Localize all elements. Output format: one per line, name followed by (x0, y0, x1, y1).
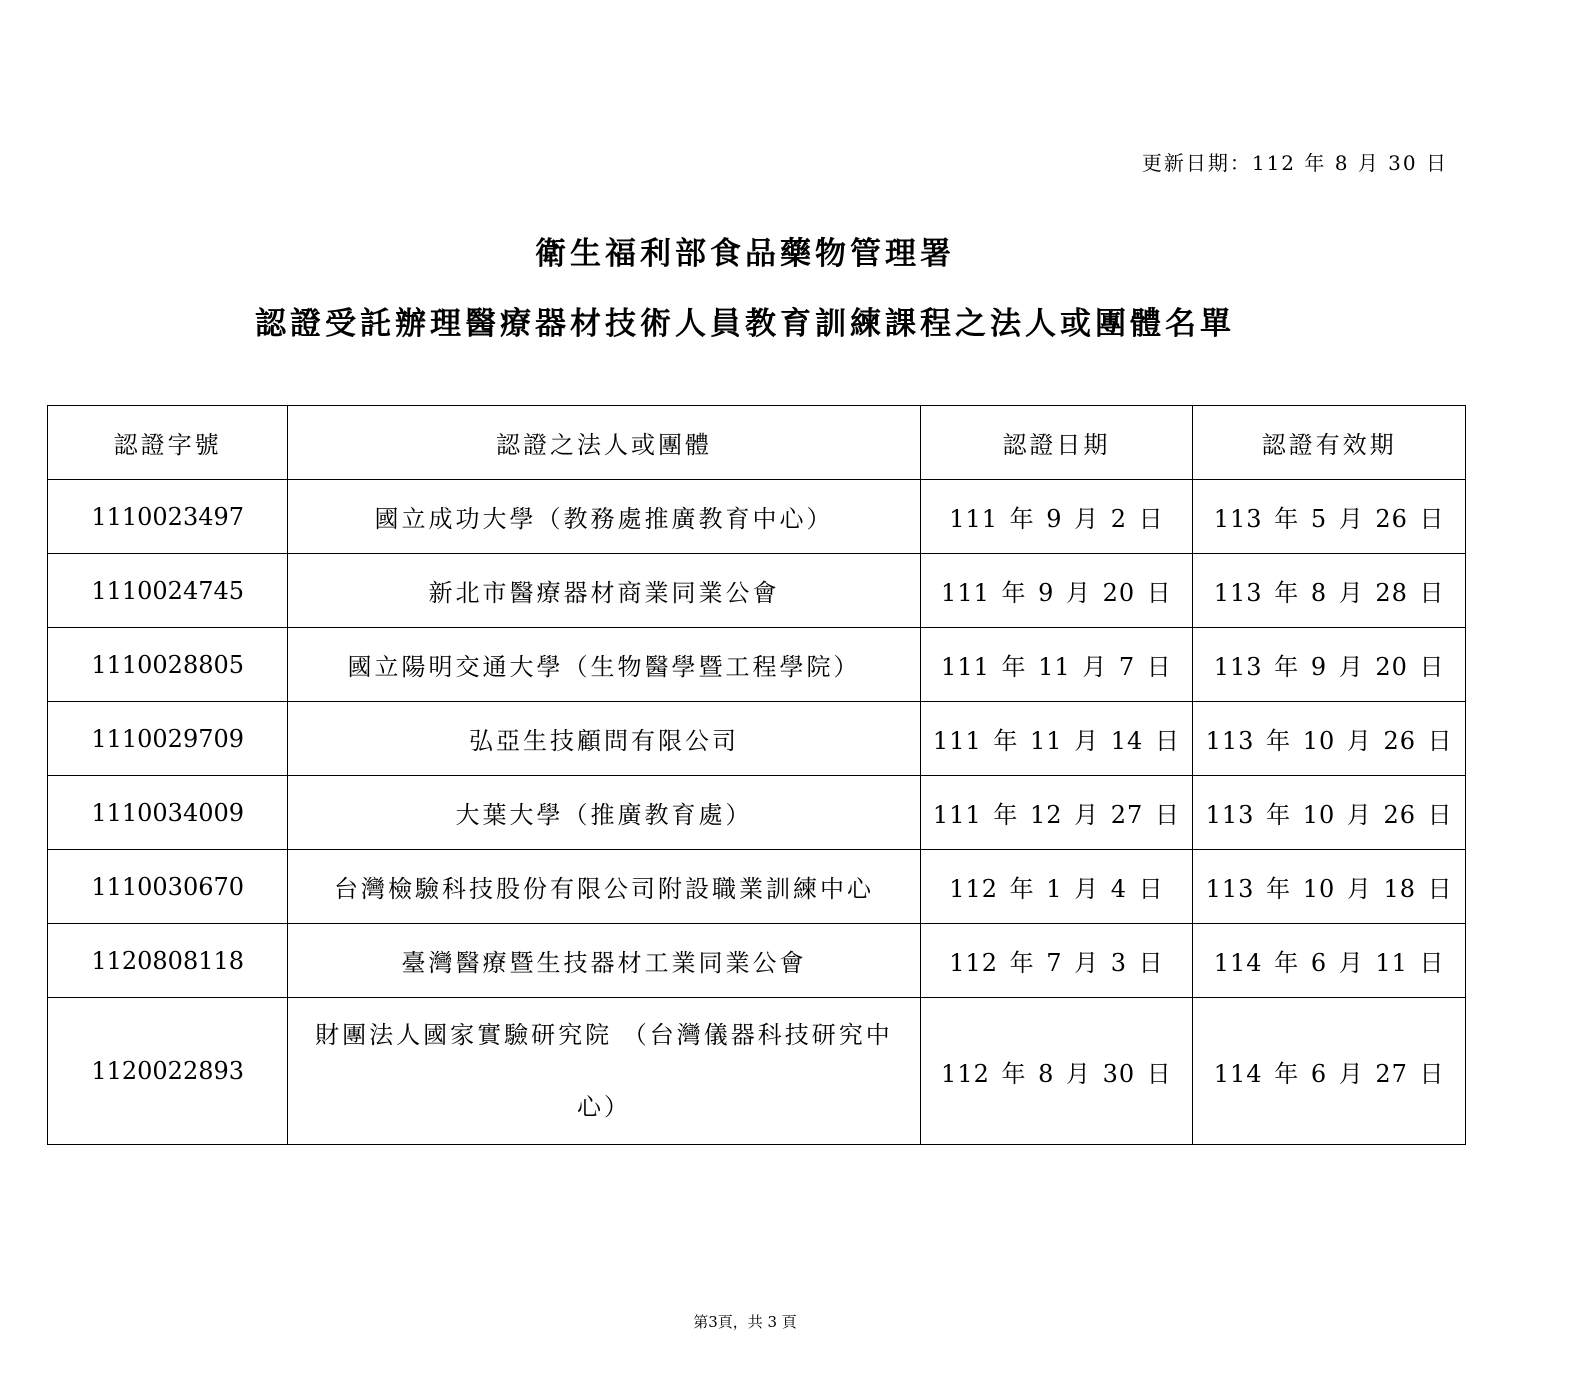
certification-table (47, 405, 1466, 1145)
cert-date: 111 年 11 月 14 日 (920, 702, 1193, 776)
header-cert-id: 認證字號 (48, 406, 288, 480)
document-title: 認證受託辦理醫療器材技術人員教育訓練課程之法人或團體名單 (255, 306, 1235, 342)
cert-date: 112 年 8 月 30 日 (920, 998, 1193, 1145)
header-organization: 認證之法人或團體 (288, 406, 920, 480)
table-row (48, 924, 1466, 998)
organization: 台灣檢驗科技股份有限公司附設職業訓練中心 (288, 850, 920, 924)
table-row (48, 480, 1466, 554)
cert-id: 1110030670 (48, 850, 288, 924)
cert-date: 111 年 12 月 27 日 (920, 776, 1193, 850)
organization: 國立陽明交通大學（生物醫學暨工程學院） (288, 628, 920, 702)
cert-date: 111 年 9 月 20 日 (920, 554, 1193, 628)
valid-until: 114 年 6 月 11 日 (1193, 924, 1466, 998)
organization: 國立成功大學（教務處推廣教育中心） (288, 480, 920, 554)
organization: 臺灣醫療暨生技器材工業同業公會 (288, 924, 920, 998)
header-valid-until: 認證有效期 (1193, 406, 1466, 480)
cert-date: 111 年 11 月 7 日 (920, 628, 1193, 702)
organization: 大葉大學（推廣教育處） (288, 776, 920, 850)
organization: 弘亞生技顧問有限公司 (288, 702, 920, 776)
agency-title: 衛生福利部食品藥物管理署 (535, 236, 955, 272)
valid-until: 113 年 10 月 26 日 (1193, 702, 1466, 776)
cert-id: 1110029709 (48, 702, 288, 776)
table-row (48, 628, 1466, 702)
cert-date: 112 年 1 月 4 日 (920, 850, 1193, 924)
valid-until: 113 年 5 月 26 日 (1193, 480, 1466, 554)
table-row (48, 776, 1466, 850)
valid-until: 114 年 6 月 27 日 (1193, 998, 1466, 1145)
cert-id: 1110023497 (48, 480, 288, 554)
valid-until: 113 年 10 月 18 日 (1193, 850, 1466, 924)
cert-id: 1110034009 (48, 776, 288, 850)
cert-id: 1120022893 (48, 998, 288, 1145)
cert-date: 111 年 9 月 2 日 (920, 480, 1193, 554)
valid-until: 113 年 10 月 26 日 (1193, 776, 1466, 850)
cert-id: 1110028805 (48, 628, 288, 702)
cert-id: 1110024745 (48, 554, 288, 628)
page-number: 第3頁，共 3 頁 (693, 1313, 797, 1331)
table-row (48, 850, 1466, 924)
table-row (48, 998, 1466, 1145)
header-cert-date: 認證日期 (920, 406, 1193, 480)
organization: 新北市醫療器材商業同業公會 (288, 554, 920, 628)
cert-date: 112 年 7 月 3 日 (920, 924, 1193, 998)
table-header-row (48, 406, 1466, 480)
table-row (48, 554, 1466, 628)
table-row (48, 702, 1466, 776)
update-date: 更新日期：112 年 8 月 30 日 (1141, 151, 1448, 175)
valid-until: 113 年 8 月 28 日 (1193, 554, 1466, 628)
organization: 財團法人國家實驗研究院 （台灣儀器科技研究中心） (288, 998, 920, 1145)
valid-until: 113 年 9 月 20 日 (1193, 628, 1466, 702)
cert-id: 1120808118 (48, 924, 288, 998)
